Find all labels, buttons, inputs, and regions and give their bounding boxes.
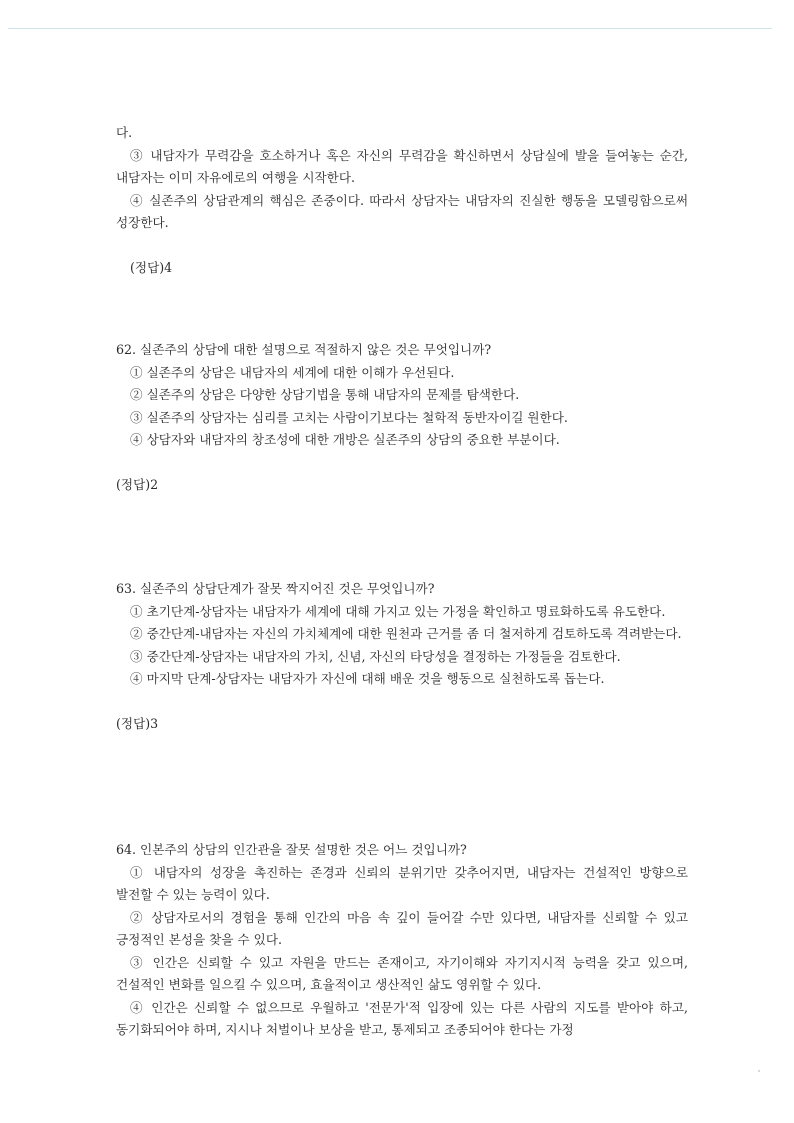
q64-option-4: ④ 인간은 신뢰할 수 없으므로 우월하고 '전문가'적 입장에 있는 다른 사람의 지도를 받아야 하고, 동기화되어야 하며, 지시나 처벌이나 보상을 받고, 통제되고 조종되어야 한다는 가정 <box>116 999 688 1037</box>
prev-answer: (정답)4 <box>130 259 173 275</box>
q64-option-1: ① 내담자의 성장을 촉진하는 존경과 신뢰의 분위기만 갖추어지면, 내담자는 건설적인 방향으로 발전할 수 있는 능력이 있다. <box>116 864 688 902</box>
question-64: 64. 인본주의 상담의 인간관을 잘못 설명한 것은 어느 것입니까? <box>116 842 467 857</box>
q62-option-4: ④ 상담자와 내담자의 창조성에 대한 개방은 실존주의 상담의 중요한 부분이다. <box>130 432 560 447</box>
spacer <box>116 691 688 713</box>
question-62: 62. 실존주의 상담에 대한 설명으로 적절하지 않은 것은 무엇입니까? <box>116 342 492 357</box>
q63-answer: (정답)3 <box>116 715 159 731</box>
header-rule <box>8 28 772 29</box>
prev-option-3: ③ 내담자가 무력감을 호소하거나 혹은 자신의 무력감을 확신하면서 상담실에 발을 들여놓는 순간, 내담자는 이미 자유에로의 여행을 시작한다. <box>116 147 688 185</box>
q62-option-3: ③ 실존주의 상담자는 심리를 고치는 사람이기보다는 철학적 동반자이길 원한다. <box>130 409 568 425</box>
q63-option-4: ④ 마지막 단계-상담자는 내담자가 자신에 대해 배운 것을 행동으로 실천하도록 돕는다. <box>130 671 605 686</box>
prev-option-4: ④ 실존주의 상담관계의 핵심은 존중이다. 따라서 상담자는 내담자의 진실한 행동을 모델링함으로써 성장한다. <box>116 192 688 230</box>
question-63: 63. 실존주의 상담단계가 잘못 짝지어진 것은 무엇입니까? <box>116 581 435 596</box>
spacer <box>116 817 688 839</box>
spacer <box>116 496 688 578</box>
q64-option-3: ③ 인간은 신뢰할 수 있고 자원을 만드는 존재이고, 자기이해와 자기지시적 능력을 갖고 있으며, 건설적인 변화를 일으킬 수 있으며, 효율적이고 생산적인 삶도 영위할 수 있다. <box>116 954 688 992</box>
spacer <box>116 235 688 257</box>
q62-option-1: ① 실존주의 상담은 내담자의 세계에 대한 이해가 우선된다. <box>130 364 455 380</box>
scan-speck <box>758 1070 760 1072</box>
spacer <box>116 735 688 817</box>
q64-option-2: ② 상담자로서의 경험을 통해 인간의 마음 속 깊이 들어갈 수만 있다면, 내담자를 신뢰할 수 있고 긍정적인 본성을 찾을 수 있다. <box>116 909 688 947</box>
q63-option-2: ② 중간단계-내담자는 자신의 가치체계에 대한 원천과 근거를 좀 더 철저하게 검토하도록 격려받는다. <box>130 626 682 641</box>
spacer <box>116 452 688 474</box>
q63-option-3: ③ 중간단계-상담자는 내담자의 가치, 신념, 자신의 타당성을 결정하는 가정들을 검토한다. <box>130 648 621 664</box>
spacer <box>116 279 688 339</box>
q63-option-1: ① 초기단계-상담자는 내담자가 세계에 대해 가지고 있는 가정을 확인하고 명료화하도록 유도한다. <box>130 603 666 619</box>
q62-option-2: ② 실존주의 상담은 다양한 상담기법을 통해 내담자의 문제를 탐색한다. <box>130 387 520 402</box>
document-page <box>116 122 688 1042</box>
prev-continuation: 다. <box>116 125 133 140</box>
q62-answer: (정답)2 <box>116 476 159 492</box>
